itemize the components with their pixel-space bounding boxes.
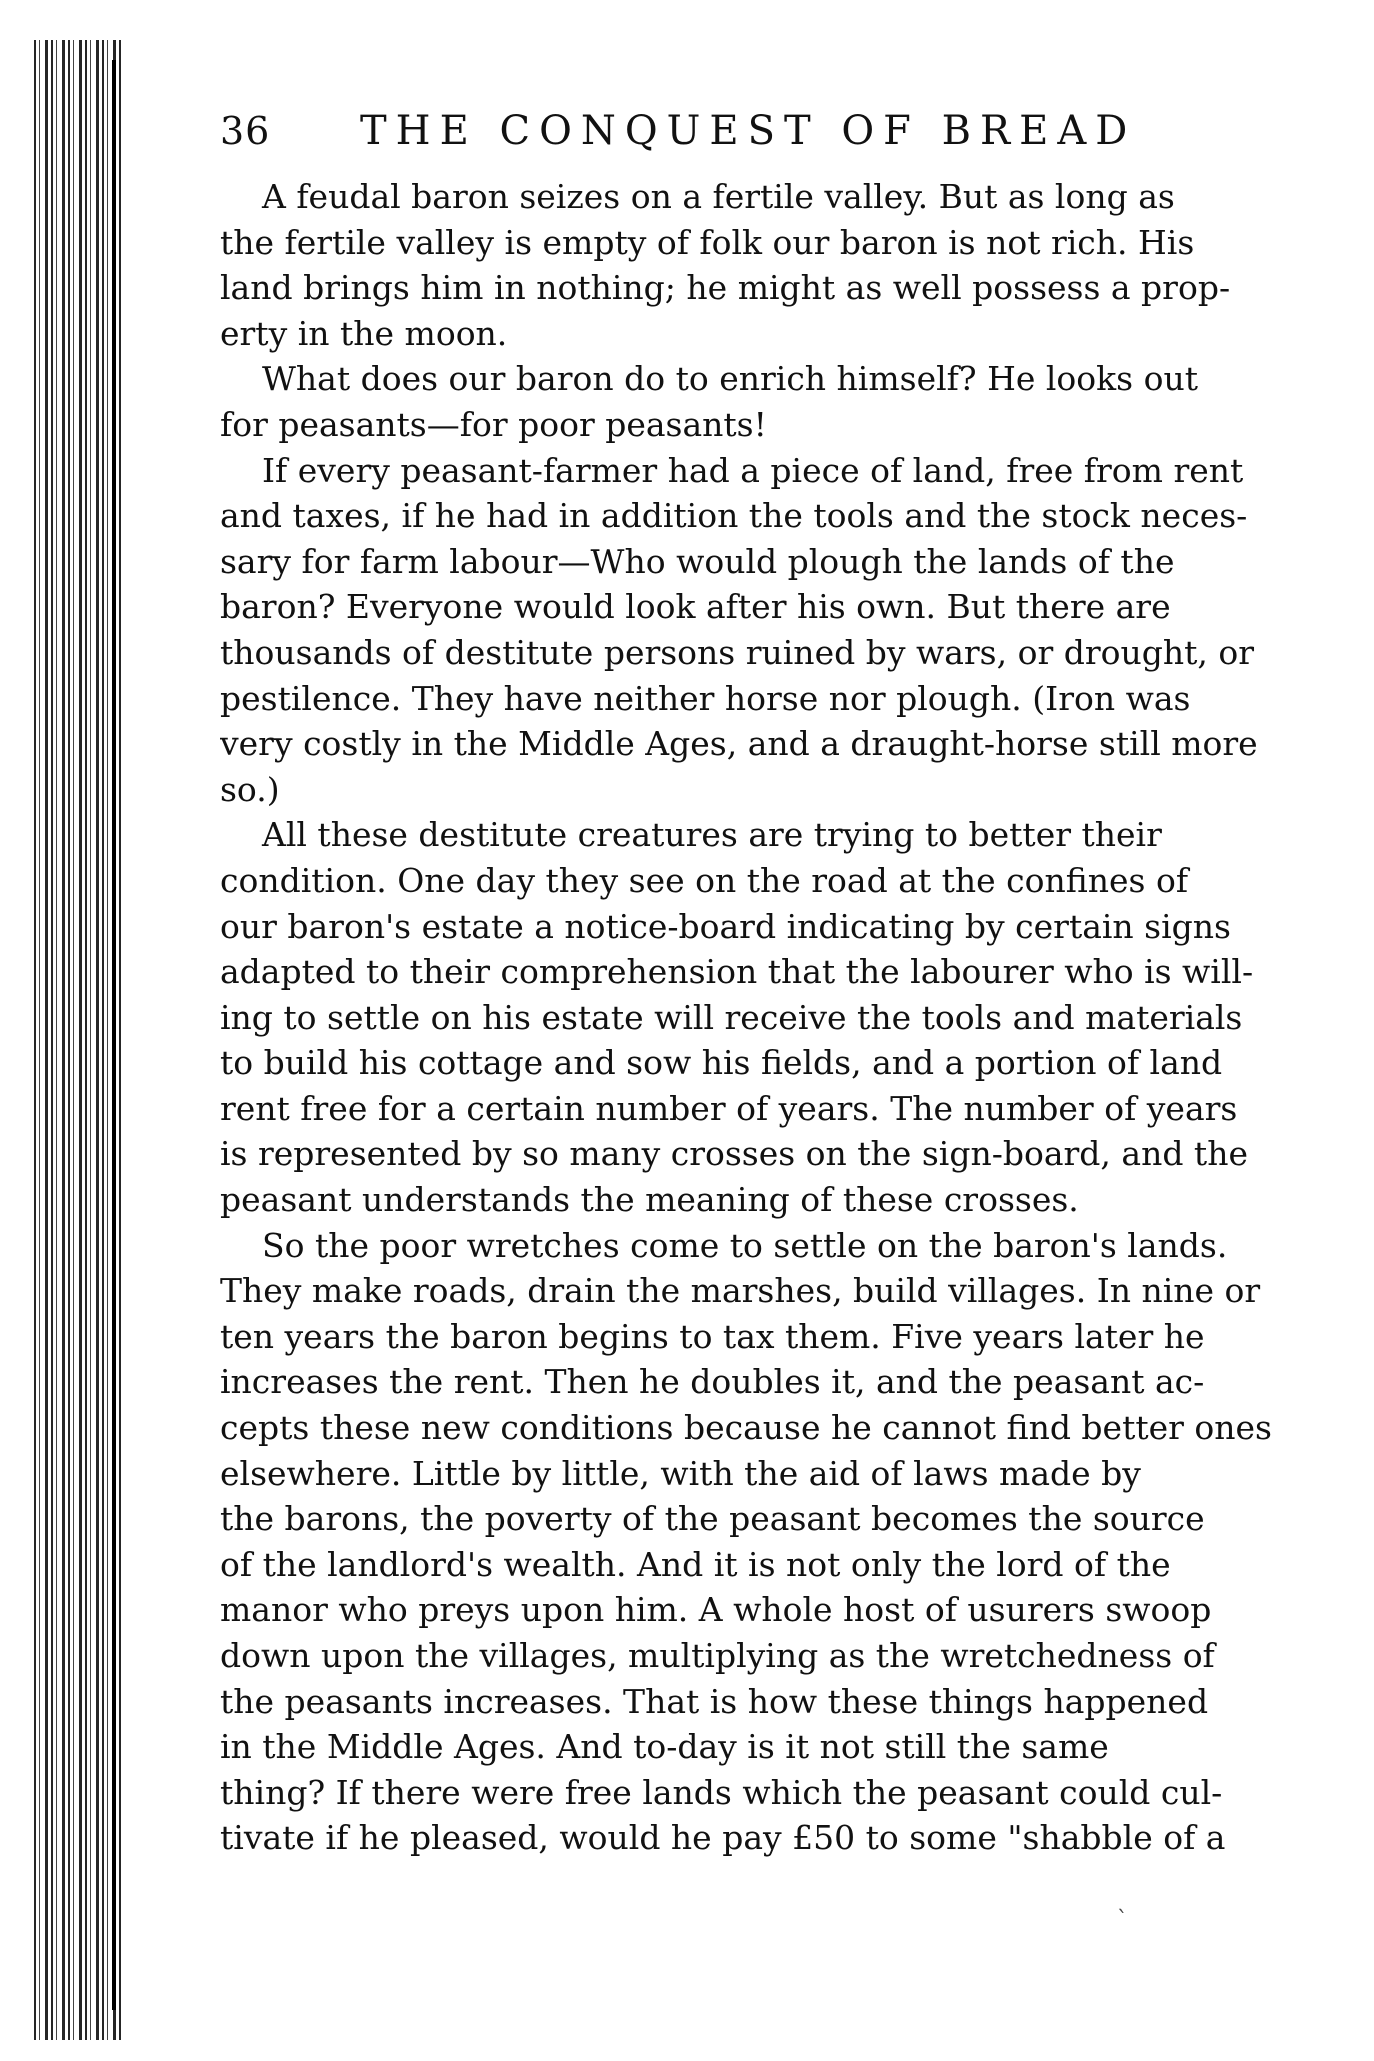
book-page: [220, 108, 1275, 1861]
text-line: our baron's estate a notice-board indicating by certain signs: [220, 906, 1231, 946]
text-line: so.): [220, 769, 280, 809]
text-line: very costly in the Middle Ages, and a draught-horse still more: [220, 724, 1258, 764]
text-line: for peasants—for poor peasants!: [220, 404, 767, 444]
text-line: sary for farm labour—Who would plough the lands of the: [220, 541, 1175, 581]
text-line: ing to settle on his estate will receive the tools and materials: [220, 997, 1243, 1037]
text-line: pestilence. They have neither horse nor plough. (Iron was: [220, 678, 1191, 718]
text-line: is represented by so many crosses on the sign-board, and the: [220, 1134, 1248, 1174]
stray-mark: ˋ: [1117, 1908, 1128, 1933]
book-spine-binding: [34, 40, 124, 2040]
text-line: tivate if he pleased, would he pay £50 to some "shabble of a: [220, 1818, 1226, 1858]
text-line: thing? If there were free lands which the peasant could cul-: [220, 1772, 1223, 1812]
page-number: 36: [220, 109, 271, 153]
text-line: land brings him in nothing; he might as well possess a prop-: [220, 268, 1231, 308]
paragraph: [220, 1223, 1275, 1861]
text-line: in the Middle Ages. And to-day is it not still the same: [220, 1727, 1109, 1767]
text-line: So the poor wretches come to settle on the baron's lands.: [262, 1225, 1228, 1265]
text-line: They make roads, drain the marshes, build villages. In nine or: [220, 1271, 1261, 1311]
text-line: manor who preys upon him. A whole host of usurers swoop: [220, 1590, 1212, 1630]
text-line: peasant understands the meaning of these crosses.: [220, 1180, 1079, 1220]
text-line: and taxes, if he had in addition the tools and the stock neces-: [220, 496, 1248, 536]
paragraph: [220, 174, 1275, 356]
text-line: rent free for a certain number of years. The number of years: [220, 1088, 1238, 1128]
running-title: THE CONQUEST OF BREAD: [360, 108, 1137, 154]
paragraph: [220, 356, 1275, 447]
paragraph: [220, 812, 1275, 1222]
text-line: All these destitute creatures are trying to better their: [262, 815, 1162, 855]
body-text: [220, 174, 1275, 1861]
text-line: thousands of destitute persons ruined by wars, or drought, or: [220, 632, 1254, 672]
text-line: the barons, the poverty of the peasant becomes the source: [220, 1499, 1205, 1539]
text-line: cepts these new conditions because he cannot find better ones: [220, 1408, 1272, 1448]
text-line: increases the rent. Then he doubles it, and the peasant ac-: [220, 1362, 1205, 1402]
text-line: baron? Everyone would look after his own. But there are: [220, 587, 1171, 627]
text-line: If every peasant-farmer had a piece of land, free from rent: [262, 450, 1244, 490]
text-line: of the landlord's wealth. And it is not only the lord of the: [220, 1544, 1171, 1584]
text-line: A feudal baron seizes on a fertile valley. But as long as: [262, 177, 1175, 216]
text-line: to build his cottage and sow his fields, and a portion of land: [220, 1043, 1223, 1083]
text-line: adapted to their comprehension that the labourer who is will-: [220, 952, 1254, 992]
page-header: [220, 108, 1275, 168]
text-line: What does our baron do to enrich himself? He looks out: [262, 359, 1198, 399]
text-line: condition. One day they see on the road at the confines of: [220, 860, 1189, 900]
text-line: ten years the baron begins to tax them. Five years later he: [220, 1316, 1205, 1356]
page-gutter-edge: [112, 60, 116, 2010]
text-line: the peasants increases. That is how these things happened: [220, 1681, 1209, 1721]
text-line: erty in the moon.: [220, 313, 508, 353]
text-line: elsewhere. Little by little, with the aid of laws made by: [220, 1453, 1141, 1493]
text-line: down upon the villages, multiplying as the wretchedness of: [220, 1636, 1215, 1675]
text-line: the fertile valley is empty of folk our baron is not rich. His: [220, 222, 1195, 262]
paragraph: [220, 448, 1275, 813]
